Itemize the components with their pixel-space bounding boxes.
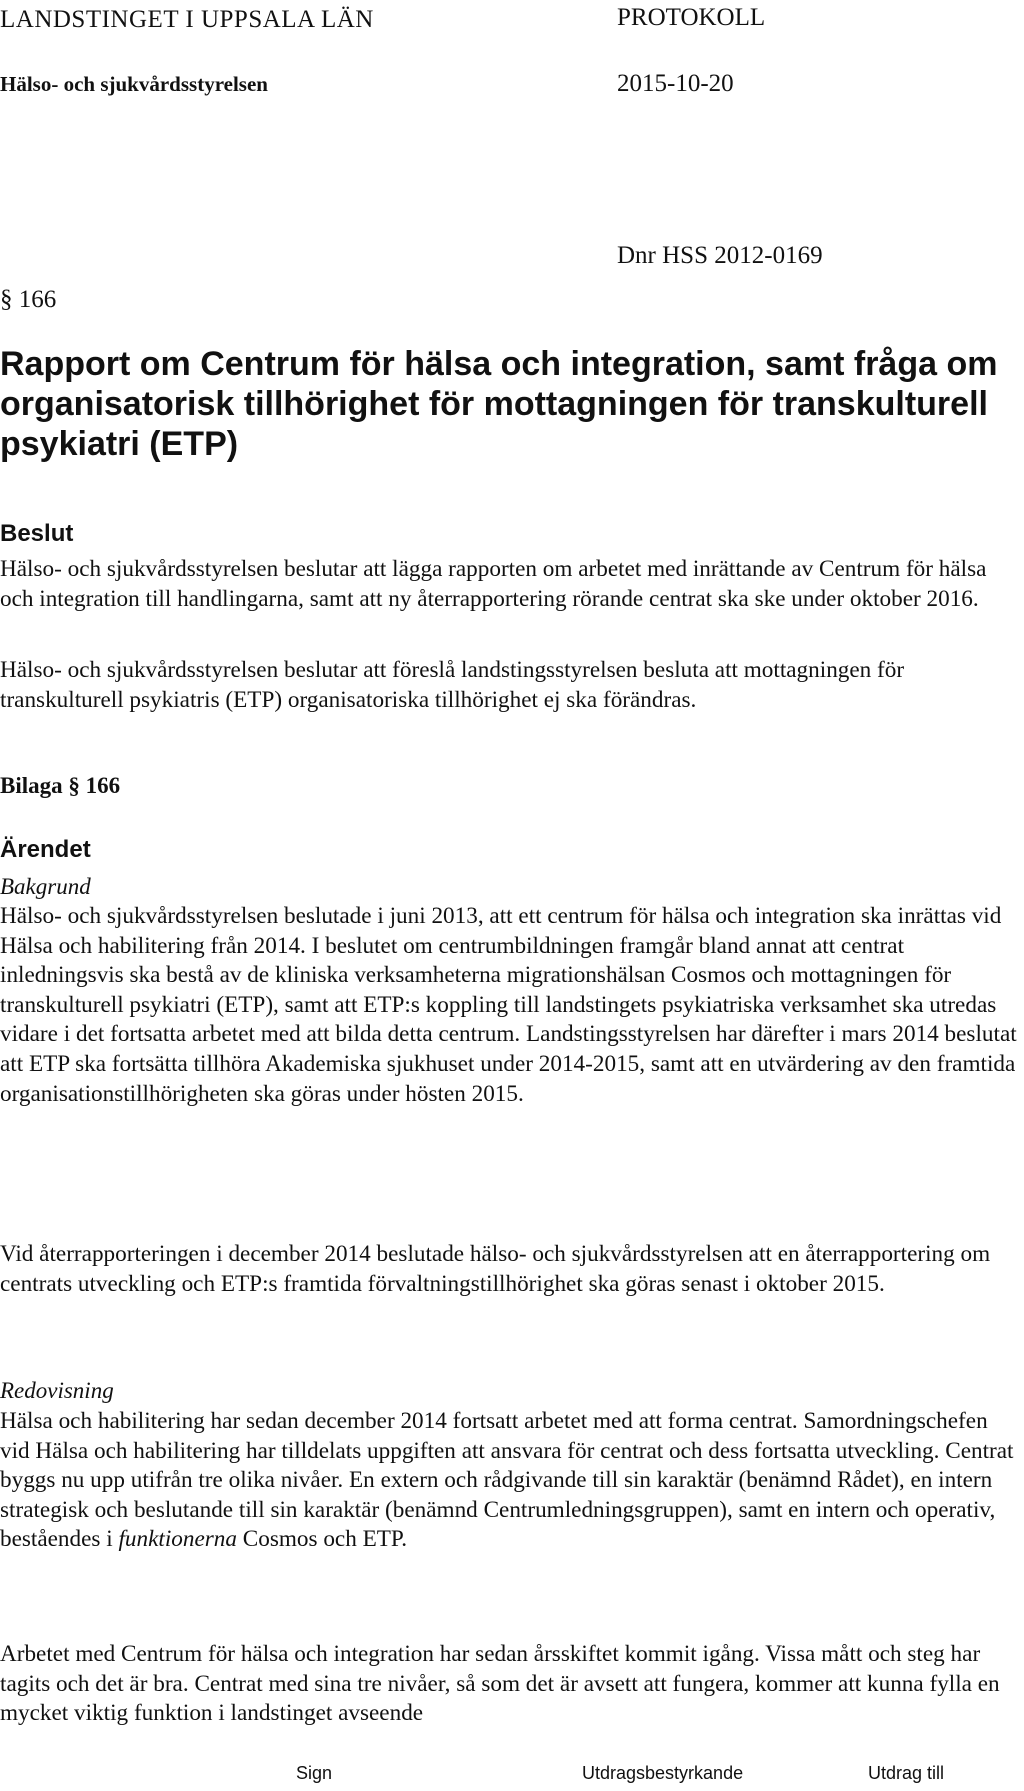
paragraph-number: § 166 <box>0 286 57 313</box>
footer-utdrag-till: Utdrag till <box>868 1763 945 1783</box>
bakgrund-paragraph-1: Hälso- och sjukvårdsstyrelsen beslutade i juni 2013, att ett centrum för hälsa och integration ska inrättas vid Hälsa och habilitering från 2014. I beslutet om centrumbildningen framgår bland annat att centrat inledningsvis ska bestå av de kliniska verksamheterna migrationshälsan Cosmos och mottagningen för transkulturell psykiatri (ETP), samt att ETP:s koppling till landstingets psykiatriska verksamhet ska utredas vidare i det fortsatta arbetet med att bilda detta centrum. Landstingsstyrelsen har därefter i mars 2014 beslutat att ETP ska fortsätta tillhöra Akademiska sjukhuset under 2014-2015, samt att en utvärdering av den framtida organisationstillhörigheten ska göras under hösten 2015. <box>0 903 1017 1107</box>
board-name: Hälso- och sjukvårdsstyrelsen <box>0 72 268 96</box>
arendet-heading: Ärendet <box>0 836 91 863</box>
redovisning-paragraph-1 <box>0 1407 1022 1555</box>
beslut-paragraph-2: Hälso- och sjukvårdsstyrelsen beslutar att föreslå landstingsstyrelsen besluta att mottagningen för transkulturell psykiatris (ETP) organisatoriska tillhörighet ej ska förändras. <box>0 657 905 713</box>
footer-utdragsbestyrkande: Utdragsbestyrkande <box>582 1763 744 1783</box>
redovisning-heading: Redovisning <box>0 1378 114 1403</box>
document-title: Rapport om Centrum för hälsa och integration, samt fråga om organisatorisk tillhörighet för mottagningen för transkulturell psykiatri (ETP) <box>0 345 998 463</box>
redovisning-italic-term: funktionerna <box>118 1526 237 1553</box>
beslut-paragraph-1: Hälso- och sjukvårdsstyrelsen beslutar att lägga rapporten om arbetet med inrättande av Centrum för hälsa och integration till handlingarna, samt att ny återrapportering rörande centrat ska ske under oktober 2016. <box>0 556 987 612</box>
meeting-date: 2015-10-20 <box>617 70 734 97</box>
organization-name: LANDSTINGET I UPPSALA LÄN <box>0 6 374 33</box>
footer-sign: Sign <box>296 1763 333 1783</box>
redovisning-text-end: Cosmos och ETP. <box>236 1526 408 1553</box>
bakgrund-paragraph-2: Vid återrapporteringen i december 2014 beslutade hälso- och sjukvårdsstyrelsen att en återrapportering om centrats utveckling och ETP:s framtida förvaltningstillhörighet ska göras senast i oktober 2015. <box>0 1241 991 1297</box>
bilaga-reference: Bilaga § 166 <box>0 773 121 798</box>
beslut-heading: Beslut <box>0 520 74 547</box>
redovisning-text-start: Hälsa och habilitering har sedan december 2014 fortsatt arbetet med att forma centrat. Samordningschefen vid Hälsa och habilitering har tilldelats uppgiften att ansvara för centrat och dess fortsatta utveckling. Centrat byggs nu upp utifrån tre olika nivåer. En extern och rådgivande till sin karaktär (benämnd Rådet), en intern strategisk och beslutande till sin karaktär (benämnd Centrumledningsgruppen), samt en intern och operativ, beståendes i <box>0 1408 1014 1553</box>
diary-number: Dnr HSS 2012-0169 <box>617 242 823 269</box>
bakgrund-heading: Bakgrund <box>0 874 91 899</box>
document-type: PROTOKOLL <box>617 4 766 31</box>
redovisning-paragraph-2: Arbetet med Centrum för hälsa och integration har sedan årsskiftet kommit igång. Vissa mått och steg har tagits och det är bra. Centrat med sina tre nivåer, så som det är avsett att fungera, kommer att kunna fylla en mycket viktig funktion i landstinget avseende <box>0 1641 1000 1727</box>
